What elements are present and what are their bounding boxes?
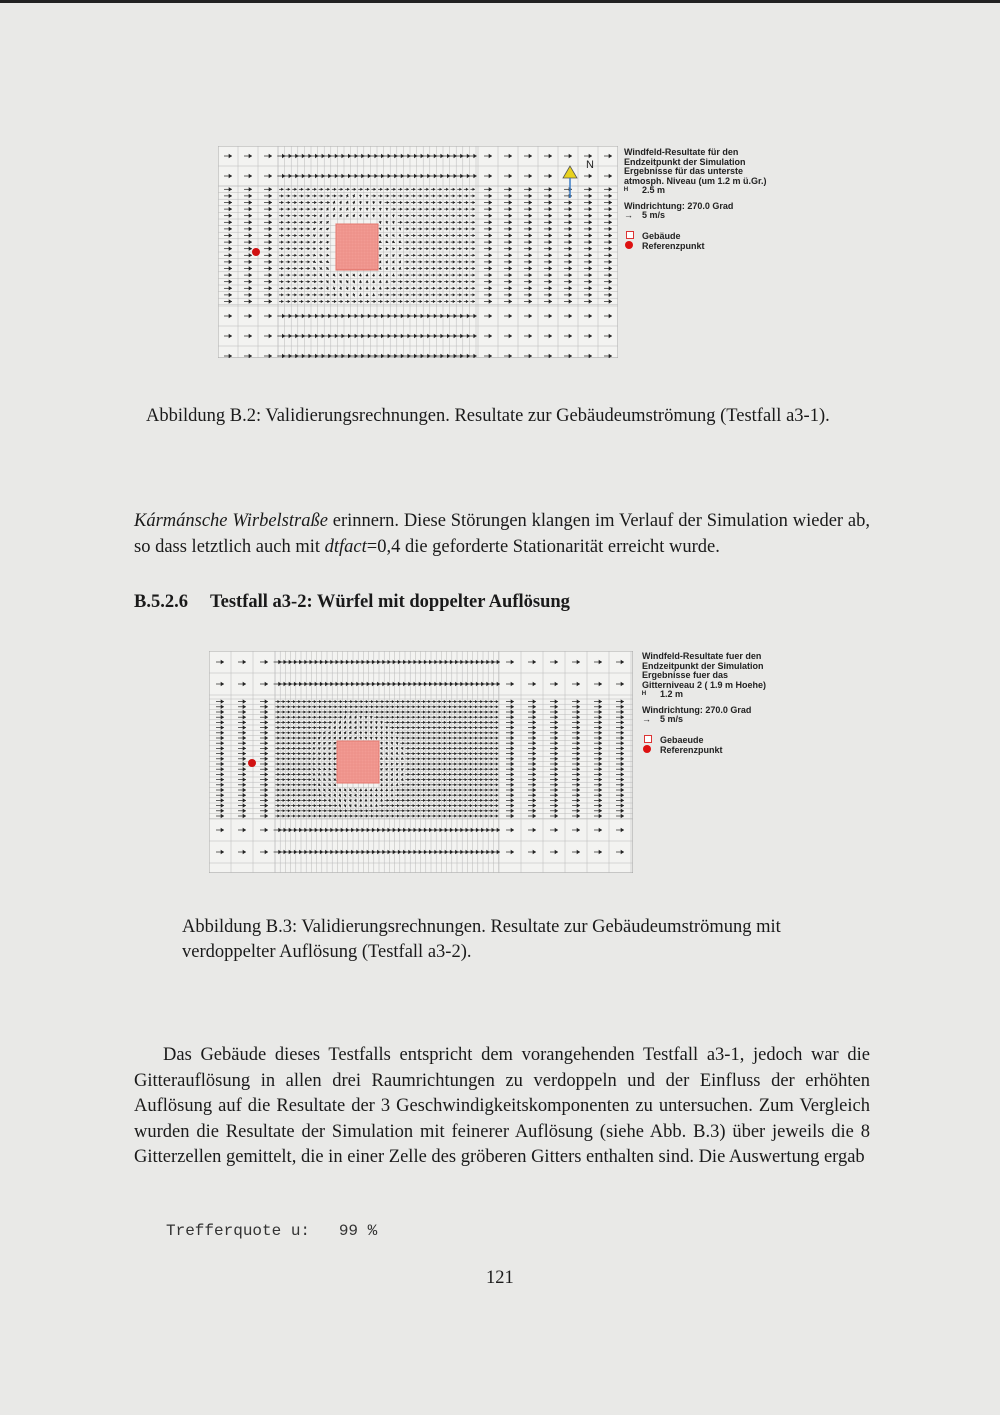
- paragraph-description: Das Gebäude dieses Testfalls entspricht dem vorangehenden Testfall a3-1, jedoch war die Gitterauflösung in allen drei Raumrichtungen zu verdoppeln und der Einfluss der erhöhten Auflösung auf die Resultate der 3 Geschwindigkeitskomponenten zu untersuchen. Zum Vergleich wurden die Resultate der Simulation mit feinerer Auflösung (siehe Abb. B.3) über jeweils die 8 Gitterzellen gemittelt, die in einer Zelle des gröberen Gitters enthalten sind. Die Auswertung ergab: [134, 1045, 870, 1167]
- legend-direction: Windrichtung: 270.0 Grad: [624, 200, 734, 211]
- figure-b2-legend: [624, 148, 767, 252]
- north-label: N: [586, 159, 594, 171]
- figure-b3-wind-field: [209, 651, 633, 873]
- term-karman: Kármánsche Wirbelstraße: [134, 511, 328, 531]
- legend-reference: Referenzpunkt: [642, 241, 705, 251]
- wind-field-plot-1: [218, 146, 618, 358]
- legend-building: Gebäude: [642, 230, 681, 241]
- legend-building: Gebaeude: [660, 734, 704, 745]
- arrow-icon: →: [624, 210, 633, 220]
- legend-direction: Windrichtung: 270.0 Grad: [642, 704, 752, 715]
- result-trefferquote: Trefferquote u: 99 %: [166, 1222, 378, 1240]
- legend-speed: 5 m/s: [660, 714, 684, 724]
- paragraph-text: =0,4 die geforderte Stationarität erreicht wurde.: [366, 536, 720, 557]
- legend-line: Endzeitpunkt der Simulation: [642, 660, 764, 671]
- caption-line: verdoppelter Auflösung (Testfall a3-2).: [182, 942, 472, 962]
- section-number: B.5.2.6: [134, 592, 188, 612]
- term-dtfact: dtfact: [324, 536, 367, 557]
- legend-speed: 5 m/s: [642, 210, 666, 220]
- figure-b3-caption: [182, 915, 882, 965]
- wind-field-plot-2: [209, 651, 633, 873]
- figure-b2-wind-field: [218, 146, 618, 358]
- reference-point: [248, 759, 256, 767]
- scale-bar-icon: ᴴ: [642, 689, 646, 699]
- reference-point: [252, 248, 260, 256]
- legend-line: Windfeld-Resultate für den: [624, 147, 739, 157]
- legend-scale: 2.5 m: [642, 185, 666, 195]
- legend-line: Endzeitpunkt der Simulation: [624, 156, 746, 167]
- legend-line: atmosph. Niveau (um 1.2 m ü.Gr.): [624, 175, 767, 186]
- paragraph-text: erinnern. Diese Störungen klangen im Verlauf der Simulation wieder ab, so dass letztlich auch mit: [134, 511, 870, 557]
- legend-line: Ergebnisse für das unterste: [624, 166, 744, 176]
- figure-b2-caption: Abbildung B.2: Validierungsrechnungen. Resultate zur Gebäudeumströmung (Testfall a3-1).: [146, 406, 830, 426]
- caption-line: Abbildung B.3: Validierungsrechnungen. Resultate zur Gebäudeumströmung mit: [182, 917, 781, 937]
- figure-b3-legend: [642, 652, 766, 756]
- arrow-icon: →: [642, 714, 651, 724]
- section-heading: [134, 592, 570, 613]
- legend-scale: 1.2 m: [660, 689, 684, 699]
- legend-line: Windfeld-Resultate fuer den: [642, 651, 762, 661]
- paragraph-karman: [134, 509, 870, 560]
- building-square-icon: [644, 735, 652, 743]
- section-title: Testfall a3-2: Würfel mit doppelter Auflösung: [210, 592, 570, 612]
- page-number: 121: [486, 1268, 514, 1288]
- scale-bar-icon: ᴴ: [624, 185, 628, 195]
- legend-line: Gitterniveau 2 ( 1.9 m Hoehe): [642, 679, 767, 690]
- legend-reference: Referenzpunkt: [660, 745, 723, 755]
- building-square-icon: [626, 231, 634, 239]
- legend-line: Ergebnisse fuer das: [642, 670, 729, 680]
- reference-dot-icon: [643, 745, 651, 753]
- scan-top-edge: [0, 0, 1000, 3]
- reference-dot-icon: [625, 241, 633, 249]
